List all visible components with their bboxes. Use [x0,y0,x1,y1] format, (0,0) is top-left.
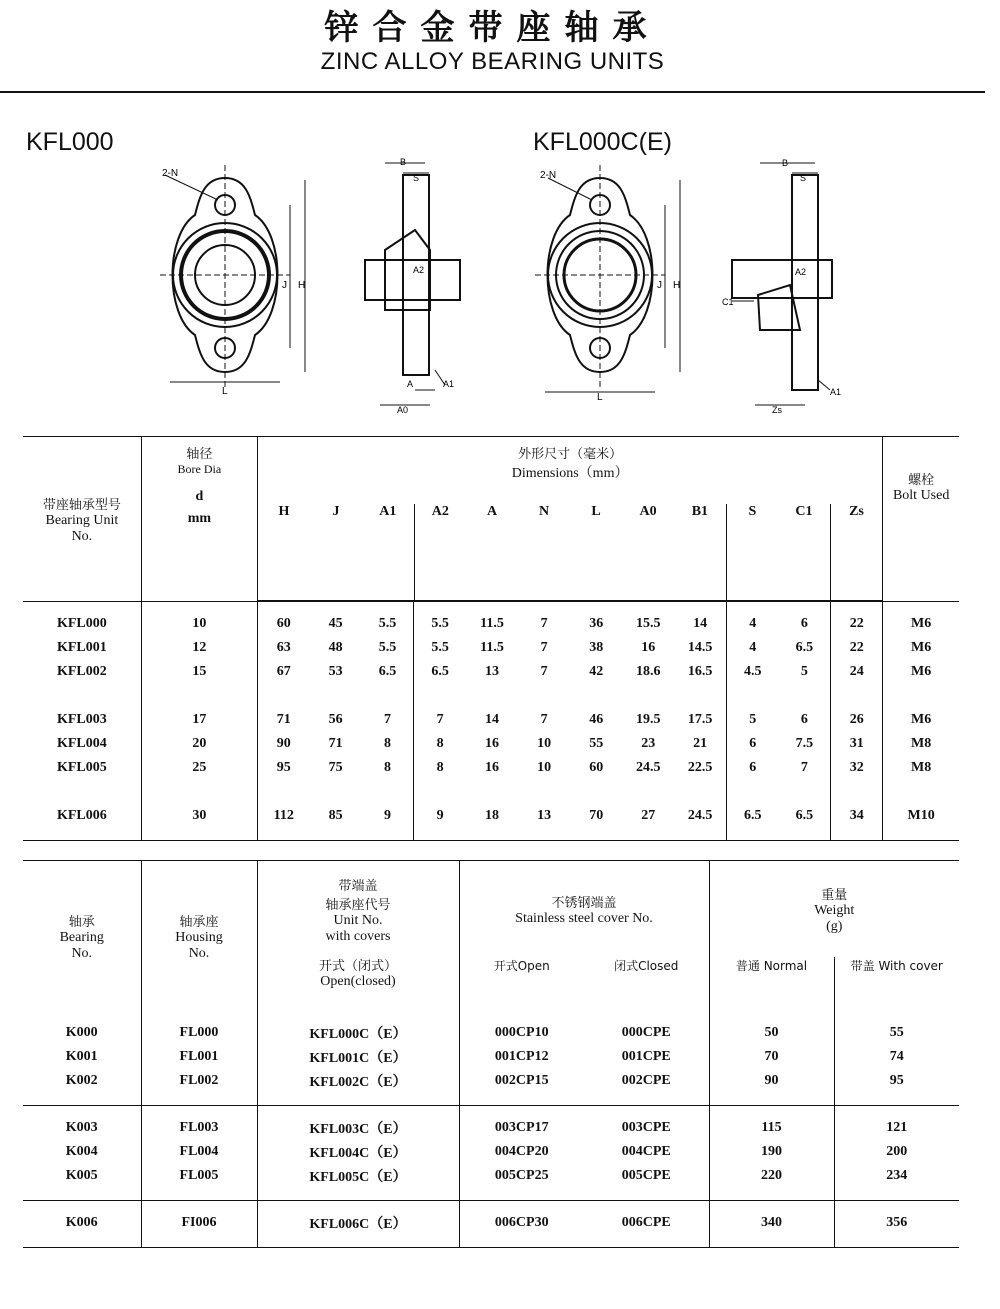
table-cell: 19.5 [636,712,661,727]
table-row [23,660,959,684]
table-cell: 85 [328,808,343,823]
table-cell: KFL006C（E） [257,1201,459,1248]
table-cell: 16.5 [674,660,726,684]
header-bolt [883,437,959,602]
table-cell: 90 [709,1069,834,1106]
table-cell: 006CPE [584,1201,709,1248]
dim-col-header: A [466,504,518,601]
table-cell: FL004 [141,1140,257,1164]
table-cell: 7 [540,712,548,727]
dim-col-header: Zs [830,504,882,601]
table-cell: 71 [328,736,343,751]
table-cell: M6 [911,712,932,727]
table-cell: 95 [834,1069,959,1106]
table-cell: K006 [23,1201,141,1248]
table-cell: 340 [709,1201,834,1248]
table-cell: 90 [276,736,291,751]
table-cell: 74 [889,1049,904,1064]
table-row [23,1045,959,1069]
table-cell: 50 [709,1011,834,1045]
table-cell: 003CP17 [494,1120,549,1135]
table-cell: 115 [709,1106,834,1141]
table-cell: FL000 [141,1011,257,1045]
dim-col-header: A2 [414,504,466,601]
table-cell: FL005 [141,1164,257,1201]
table-cell: K003 [23,1106,141,1141]
header-open: 开式Open [493,959,550,973]
label-l: L [222,386,228,397]
table-cell: 55 [889,1025,904,1040]
covers-weight-table [23,860,959,1248]
table-cell: 121 [886,1120,908,1135]
table-cell: 356 [886,1215,908,1230]
table-cell: 20 [141,732,257,756]
table-cell: 002CPE [584,1069,709,1106]
table-row [23,1164,959,1201]
header-with-cover: 带盖 With cover [850,959,943,973]
table-cell: 22 [831,636,883,660]
header-bearing [23,861,141,1012]
table-cell: K001 [23,1045,141,1069]
model-no-label: No. [71,528,93,544]
dims-en-label: Dimensions（mm） [511,466,629,481]
table-cell: 7 [540,616,548,631]
table-cell: 6 [749,736,757,751]
table-cell: 4 [749,640,757,655]
label-l-c: L [597,392,603,400]
dim-col-header: H [258,504,310,601]
drawing-label-kfl000: KFL000 [26,128,114,156]
table-cell: KFL002C（E） [257,1069,459,1106]
table-cell: 14 [484,712,499,727]
table-row [23,1011,959,1045]
table-cell: 11.5 [480,616,504,631]
unit-sub-en-label: Open(closed) [320,974,396,989]
dim-col-header: A0 [622,504,674,601]
table-cell: KFL005C（E） [257,1164,459,1201]
label-zs: Zs [772,405,782,415]
table-cell: KFL002 [23,660,141,684]
dimensions-table [23,436,959,841]
dim-col-header: C1 [778,504,830,601]
table-cell: 23 [641,736,656,751]
table-cell: M6 [911,664,932,679]
table-cell: 24 [831,660,883,684]
table-row [23,780,959,841]
bearing-cn-label: 轴承 [68,914,95,930]
dim-col-header: L [570,504,622,601]
header-divider [0,91,985,93]
table-cell: 18 [484,808,499,823]
table-cell: K004 [23,1140,141,1164]
weight-en-label: Weight [814,902,855,918]
table-cell: 10 [141,602,257,637]
table-cell: 30 [141,780,257,841]
dim-col-header: A1 [362,504,414,601]
label-c1: C1 [722,297,734,307]
table-cell: 22.5 [674,756,726,780]
table-cell: 005CPE [584,1164,709,1201]
table-cell: 8 [436,760,444,775]
table-cell: 21 [674,732,726,756]
table-cell: 005CP25 [459,1164,584,1201]
table-cell: 13 [537,808,552,823]
table-cell: KFL004C（E） [257,1140,459,1164]
table-cell: 17.5 [674,684,726,732]
table-cell: FL001 [141,1045,257,1069]
table-cell: 14 [674,602,726,637]
table-cell: 5.5 [431,640,449,655]
bearing-no-label: No. [71,945,93,961]
table-cell: 63 [276,640,291,655]
kfl000c-front-view [530,160,705,400]
bore-d-label: d [195,489,204,504]
weight-unit-label: (g) [826,918,843,934]
table-cell: 001CPE [584,1045,709,1069]
table-row [23,1201,959,1248]
label-s-c: S [800,173,807,183]
table-cell: 45 [328,616,343,631]
table-cell: FL002 [141,1069,257,1106]
table-cell: KFL000 [23,602,141,637]
table-cell: 5.5 [431,616,449,631]
table-row [23,1140,959,1164]
table-cell: 7 [779,756,831,780]
header-housing [141,861,257,1012]
cover-cn-label: 不锈钢端盖 [551,895,617,911]
table-row [23,602,959,637]
dim-col-header: B1 [674,504,726,601]
table-cell: M6 [911,616,932,631]
table-cell: 9 [362,780,414,841]
model-cn-label: 带座轴承型号 [42,497,121,513]
table-cell: 7 [540,664,548,679]
table-cell: 13 [484,664,499,679]
table-cell: 70 [709,1045,834,1069]
label-a1: A1 [443,379,455,389]
table-cell: 36 [589,616,604,631]
table-cell: 71 [276,712,291,727]
table-cell: 4.5 [744,664,762,679]
unit-en1-label: Unit No. [333,913,383,928]
table-cell: 6 [779,684,831,732]
label-j: J [282,280,287,291]
header-closed: 闭式Closed [584,957,709,1011]
dim-col-header: S [726,504,778,601]
table-cell: 001CP12 [494,1049,549,1064]
table-row [23,732,959,756]
label-a: A [407,379,414,389]
dims-cn-label: 外形尺寸（毫米） [518,447,623,462]
bearing-en-label: Bearing [59,929,104,945]
label-s: S [413,173,420,183]
table-cell: 7 [362,684,414,732]
table-cell: 46 [589,712,604,727]
table-cell: 60 [276,616,291,631]
table-cell: KFL005 [23,756,141,780]
table-row [23,1106,959,1141]
table-cell: 8 [362,756,414,780]
label-h: H [298,280,306,291]
table-cell: M6 [911,640,932,655]
table-cell: 10 [537,760,552,775]
table-cell: 7 [436,712,444,727]
table-cell: 16 [484,760,499,775]
table-cell: 11.5 [480,640,504,655]
table-cell: 25 [141,756,257,780]
unit-cn2-label: 轴承座代号 [325,898,391,913]
table-cell: 32 [831,756,883,780]
bore-cn-label: 轴径 [186,447,213,462]
kfl000-side-view [355,155,465,417]
table-cell: 6.5 [431,664,449,679]
table-cell: 67 [276,664,291,679]
table-cell: 5 [779,660,831,684]
kfl000-front-view [150,160,325,400]
header-dimensions [257,437,882,602]
table-cell: 6 [749,760,757,775]
bore-unit-label: mm [187,511,212,526]
table-cell: 60 [589,760,604,775]
table-row [23,756,959,780]
table-cell: 14.5 [674,636,726,660]
header-weight [709,861,959,958]
table-cell: 8 [436,736,444,751]
table-cell: K002 [23,1069,141,1106]
dim-col-header: N [518,504,570,601]
cover-en-label: Stainless steel cover No. [515,910,653,926]
table-row [23,1069,959,1106]
table-cell: 7.5 [779,732,831,756]
dim-column-headers [258,504,882,601]
page-title-cn: 锌合金带座轴承 [324,8,661,48]
header-bore [141,437,257,602]
table-cell: 190 [709,1140,834,1164]
housing-cn-label: 轴承座 [179,914,219,930]
table-cell: 95 [276,760,291,775]
table-cell: 22 [831,602,883,637]
label-b: B [400,157,407,167]
weight-cn-label: 重量 [821,887,848,903]
table-cell: 17 [141,684,257,732]
label-a2-c: A2 [795,267,807,277]
table-cell: 18.6 [636,664,661,679]
table-cell: 48 [328,640,343,655]
table-cell: 10 [537,736,552,751]
table-cell: 38 [589,640,604,655]
unit-sub-cn-label: 开式（闭式） [318,959,397,974]
header-unit [257,861,459,1012]
table-row [23,636,959,660]
table-cell: M8 [911,736,932,751]
housing-no-label: No. [188,945,210,961]
table-cell: 26 [831,684,883,732]
table-cell: K000 [23,1011,141,1045]
label-a1-c: A1 [830,387,842,397]
table-cell: KFL006 [23,780,141,841]
kfl000c-side-view [720,155,845,417]
page-title-en: ZINC ALLOY BEARING UNITS [320,48,665,75]
table-cell: 24.5 [636,760,661,775]
bolt-en-label: Bolt Used [892,488,950,503]
table-cell: KFL003C（E） [257,1106,459,1141]
label-2n: 2-N [162,168,179,179]
table-cell: 75 [328,760,343,775]
table-cell: 006CP30 [494,1215,549,1230]
unit-en2-label: with covers [325,929,391,944]
table-cell: KFL004 [23,732,141,756]
table-cell: 34 [831,780,883,841]
header-model [23,437,141,602]
table-cell: 220 [709,1164,834,1201]
table-cell: 5 [749,712,757,727]
label-j-c: J [657,280,662,291]
bore-en-label: Bore Dia [177,462,222,476]
table-cell: 16 [484,736,499,751]
table-cell: 234 [834,1164,959,1201]
table-cell: 6.5 [362,660,414,684]
table-cell: 70 [589,808,604,823]
table-cell: 000CP10 [494,1025,549,1040]
table-cell: 5.5 [362,602,414,637]
table-cell: KFL001C（E） [257,1045,459,1069]
table-cell: 112 [273,808,294,823]
table-row [23,684,959,732]
drawing-label-kfl000c: KFL000C(E) [533,128,672,156]
table-cell: 24.5 [674,780,726,841]
table-cell: 4 [749,616,757,631]
table-cell: 12 [141,636,257,660]
label-h-c: H [673,280,681,291]
table-cell: M8 [911,760,932,775]
table-cell: 002CP15 [459,1069,584,1106]
table-cell: 5.5 [362,636,414,660]
label-b-c: B [782,158,789,168]
table-cell: 56 [328,712,343,727]
table-cell: 42 [589,664,604,679]
label-2n-c: 2-N [540,170,557,181]
header-normal: 普通 Normal [709,957,834,1011]
table-cell: FL003 [141,1106,257,1141]
table-cell: KFL001 [23,636,141,660]
table-cell: 6 [779,602,831,637]
table-cell: 16 [641,640,656,655]
table-cell: 27 [641,808,656,823]
table-cell: KFL003 [23,684,141,732]
table-cell: K005 [23,1164,141,1201]
table-cell: 003CPE [584,1106,709,1141]
table-cell: M10 [907,808,935,823]
table-cell: 6.5 [779,636,831,660]
table-cell: 6.5 [744,808,762,823]
table-cell: 200 [886,1144,908,1159]
table-cell: 31 [831,732,883,756]
table-cell: 15 [141,660,257,684]
bolt-cn-label: 螺栓 [908,473,935,488]
dim-col-header: J [310,504,362,601]
table-cell: FI006 [141,1201,257,1248]
housing-en-label: Housing [175,929,223,945]
unit-cn1-label: 带端盖 [338,879,378,894]
label-a2: A2 [413,265,425,275]
table-cell: 9 [436,808,444,823]
table-cell: KFL000C（E） [257,1011,459,1045]
model-en-label: Bearing Unit [45,512,119,528]
table-cell: 6.5 [779,780,831,841]
label-a0: A0 [397,405,409,415]
header-cover [459,861,709,958]
table-cell: 15.5 [636,616,661,631]
table-cell: 000CPE [584,1011,709,1045]
table-cell: 004CP20 [494,1144,549,1159]
table-cell: 7 [540,640,548,655]
table-cell: 55 [589,736,604,751]
table-cell: 8 [362,732,414,756]
table-cell: 004CPE [584,1140,709,1164]
table-cell: 53 [328,664,343,679]
